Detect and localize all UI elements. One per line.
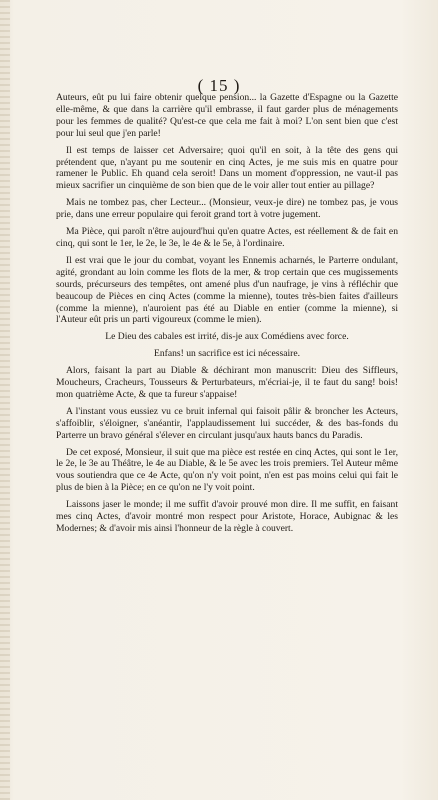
paragraph: De cet exposé, Monsieur, il suit que ma pièce est restée en cinq Actes, qui sont le 1er, le 2e, le 3e au Théâtre, le 4e au Diable, & le 5e avec les trois premiers. Tel Auteur même vous soutiendra que ce 4e Acte, qu'on n'y voit point, n'en est pas moins celui qui fait le plus de bien à la Pièce; en ce qu'on ne l'y voit point. xyxy=(56,446,398,494)
paragraph: Alors, faisant la part au Diable & déchirant mon manuscrit: Dieu des Siffleurs, Moucheurs, Cracheurs, Tousseurs & Perturbateurs, m'écriai-je, il te faut du sang! bois! mon quatrième Acte, & que ta fureur s'appaise! xyxy=(56,365,398,400)
paragraph: Il est vrai que le jour du combat, voyant les Ennemis acharnés, le Parterre ondulant, agité, grondant au loin comme les flots de la mer, & trop certain que ces mugissements sourds, précurseurs des tempêtes, ont amené plus d'un naufrage, je vins à réfléchir que beaucoup de Pièces en cinq Actes (comme la mienne), toutes très-bien faites d'ailleurs (comme la mienne), n'auroient pas été au Diable en entier (comme la mienne), si l'Auteur eût pris un parti vigoureux (comme le mien). xyxy=(56,254,398,326)
paragraph: Le Dieu des cabales est irrité, dis-je aux Comédiens avec force. xyxy=(105,331,349,343)
paragraph: A l'instant vous eussiez vu ce bruit infernal qui faisoit pâlir & broncher les Acteurs, s'affoiblir, s'éloigner, s'anéantir, l'applaudissement lui succéder, & des bas-fonds du Parterre un bravo général s'élever en circulant jusqu'aux hauts bancs du Paradis. xyxy=(56,405,398,441)
page-body xyxy=(56,92,398,540)
paragraph: Il est temps de laisser cet Adversaire; quoi qu'il en soit, à la tête des gens qui prétendent que, n'ayant pu me soutenir en cinq Actes, je me suis mis en quatre pour ramener le Public. Eh quand cela seroit! Dans un moment d'oppression, ne vaut-il pas mieux sacrifier un cinquième de son bien que de le voir aller tout entier au pillage? xyxy=(56,144,398,192)
paragraph: Laissons jaser le monde; il me suffit d'avoir prouvé mon dire. Il me suffit, en faisant mes cinq Actes, d'avoir montré mon respect pour Aristote, Horace, Aubignac & les Modernes; & d'avoir mis ainsi l'honneur de la règle à couvert. xyxy=(56,499,398,534)
page-number: ( 15 ) xyxy=(197,76,241,95)
page-binding-edge xyxy=(0,0,10,800)
paragraph: Mais ne tombez pas, cher Lecteur... (Monsieur, veux-je dire) ne tombez pas, je vous prie, dans une erreur populaire qui feroit grand tort à votre jugement. xyxy=(56,197,398,221)
paragraph: Ma Pièce, qui paroît n'être aujourd'hui qu'en quatre Actes, est réellement & de fait en cinq, qui sont le 1er, le 2e, le 3e, le 4e & le 5e, à l'ordinaire. xyxy=(56,226,398,249)
paragraph: Enfans! un sacrifice est ici nécessaire. xyxy=(154,348,300,360)
paragraph: Auteurs, eût pu lui faire obtenir quelque pension... la Gazette d'Espagne ou la Gazette elle-même, & que dans la carrière qu'il embrasse, il faut garder plus de ménagements pour les femmes de qualité? Qu'est-ce que cela me fait à moi? L'on sent bien que c'est pour lui seul que j'en parle! xyxy=(56,92,398,139)
